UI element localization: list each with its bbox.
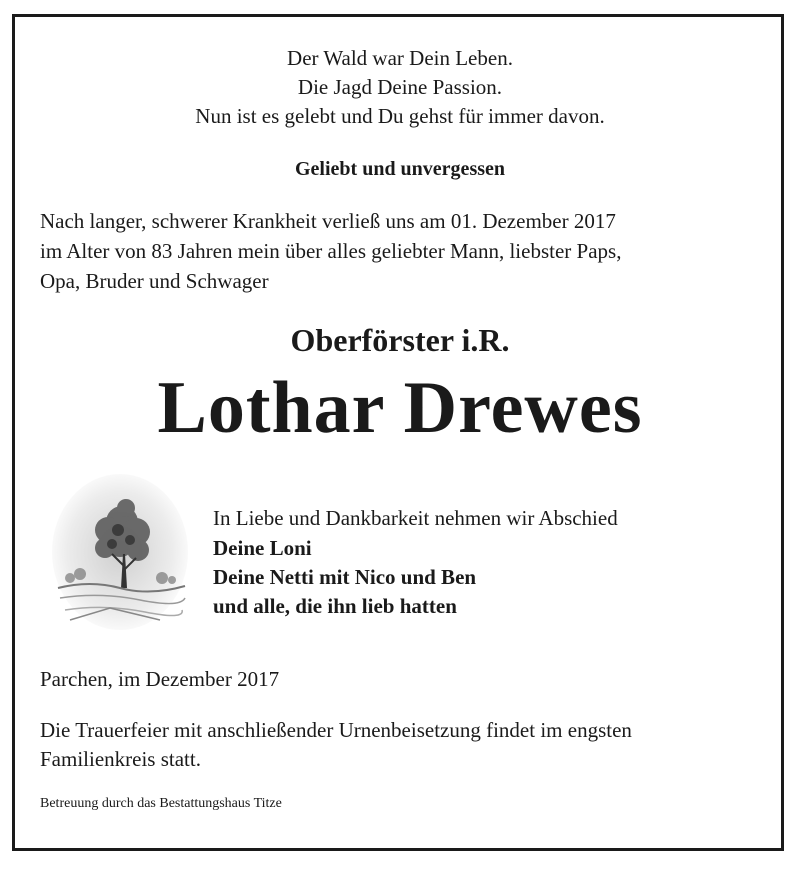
place-date: Parchen, im Dezember 2017: [40, 667, 280, 691]
funeral-note-line-1: Die Trauerfeier mit anschließender Urnenbeisetzung findet im engsten: [40, 718, 632, 742]
undertaker-credit: Betreuung durch das Bestattungshaus Titze: [40, 796, 282, 811]
announcement-line-3: Opa, Bruder und Schwager: [40, 269, 269, 293]
announcement-line-2: im Alter von 83 Jahren mein über alles geliebter Mann, liebster Paps,: [40, 239, 622, 263]
deceased-title: Oberförster i.R.: [290, 322, 510, 358]
farewell-intro: In Liebe und Dankbarkeit nehmen wir Abschied: [213, 506, 618, 530]
funeral-note-line-2: Familienkreis statt.: [40, 747, 201, 771]
poem-line-3: Nun ist es gelebt und Du gehst für immer davon.: [195, 104, 605, 128]
mourner-1: Deine Loni: [213, 536, 312, 560]
deceased-name: Lothar Drewes: [157, 367, 643, 449]
motto: Geliebt und unvergessen: [294, 158, 506, 180]
announcement-line-1: Nach langer, schwerer Krankheit verließ uns am 01. Dezember 2017: [40, 209, 616, 233]
poem-line-1: Der Wald war Dein Leben.: [287, 46, 513, 70]
mourner-3: und alle, die ihn lieb hatten: [213, 594, 457, 618]
tree-landscape-drawing: [50, 470, 190, 635]
mourner-2: Deine Netti mit Nico und Ben: [213, 565, 477, 589]
poem-line-2: Die Jagd Deine Passion.: [297, 75, 503, 99]
